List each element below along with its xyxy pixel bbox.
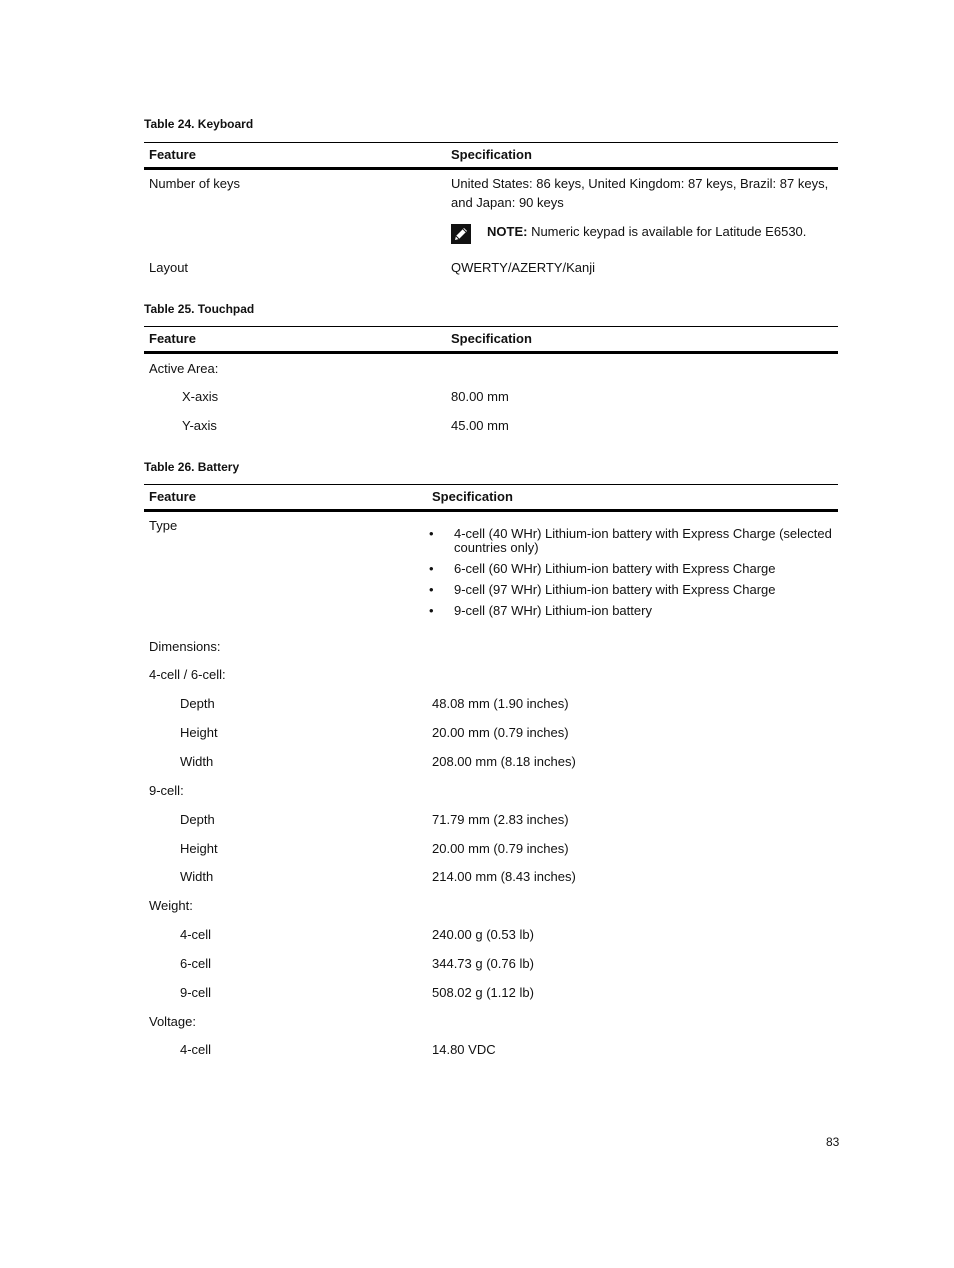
table-24-layout-feature: Layout xyxy=(149,260,189,275)
table-26-row-feature: 9-cell: xyxy=(149,783,184,798)
table-26-row-feature: Width xyxy=(180,869,214,884)
table-24-row-spec-line2: and Japan: 90 keys xyxy=(451,195,564,210)
table-26-row-feature: 6-cell xyxy=(180,956,212,971)
table-26-row-feature: Height xyxy=(180,841,218,856)
table-26-caption: Table 26. Battery xyxy=(144,460,240,474)
bullet-marker: • xyxy=(429,526,434,541)
type-list-item-continuation: countries only) xyxy=(454,540,539,555)
table-24-note xyxy=(487,224,806,239)
table-26-row-spec: 20.00 mm (0.79 inches) xyxy=(432,841,569,856)
table-25-row-feature: Active Area: xyxy=(149,361,219,376)
table-26-spec-header: Specification xyxy=(432,489,513,504)
type-list-item: 9-cell (97 WHr) Lithium-ion battery with Express Charge xyxy=(454,582,776,597)
table-26-top-rule xyxy=(144,484,838,485)
type-list-item: 9-cell (87 WHr) Lithium-ion battery xyxy=(454,603,652,618)
table-26-row-feature: Depth xyxy=(180,696,215,711)
table-26-row-spec: 48.08 mm (1.90 inches) xyxy=(432,696,569,711)
table-25-spec-header: Specification xyxy=(451,331,532,346)
table-25-top-rule xyxy=(144,326,838,327)
table-26-row-feature: 4-cell xyxy=(180,927,212,942)
table-26-row-feature: Dimensions: xyxy=(149,639,221,654)
table-26-row-feature: 9-cell xyxy=(180,985,212,1000)
table-25-caption: Table 25. Touchpad xyxy=(144,302,255,316)
table-26-row-spec: 20.00 mm (0.79 inches) xyxy=(432,725,569,740)
table-25-row-feature: X-axis xyxy=(182,389,219,404)
table-26-row-spec: 240.00 g (0.53 lb) xyxy=(432,927,534,942)
table-26-row-feature: Depth xyxy=(180,812,215,827)
bullet-marker: • xyxy=(429,561,434,576)
table-26-row-feature: Weight: xyxy=(149,898,193,913)
table-26-row-spec: 14.80 VDC xyxy=(432,1042,496,1057)
table-24-row-spec-line1: United States: 86 keys, United Kingdom: 87 keys, Brazil: 87 keys, xyxy=(451,176,829,191)
table-24-header-rule xyxy=(144,167,838,170)
table-26-row-spec: 71.79 mm (2.83 inches) xyxy=(432,812,569,827)
table-26-row-feature: Voltage: xyxy=(149,1014,196,1029)
table-24-row-feature: Number of keys xyxy=(149,176,241,191)
page-number: 83 xyxy=(826,1135,840,1149)
note-text: Numeric keypad is available for Latitude E6530. xyxy=(527,224,807,239)
table-26-row-feature: 4-cell xyxy=(180,1042,212,1057)
table-26-row-feature: 4-cell / 6-cell: xyxy=(149,667,226,682)
table-26-row-spec: 508.02 g (1.12 lb) xyxy=(432,985,534,1000)
type-list-item: 4-cell (40 WHr) Lithium-ion battery with Express Charge (selected xyxy=(454,526,832,541)
table-24-top-rule xyxy=(144,142,838,143)
bullet-marker: • xyxy=(429,582,434,597)
type-list-item: 6-cell (60 WHr) Lithium-ion battery with Express Charge xyxy=(454,561,776,576)
table-26-header-rule xyxy=(144,509,838,512)
table-26-type-feature: Type xyxy=(149,518,178,533)
table-25-feature-header: Feature xyxy=(149,331,196,346)
table-25-row-feature: Y-axis xyxy=(182,418,217,433)
table-24-spec-header: Specification xyxy=(451,147,532,162)
bullet-marker: • xyxy=(429,603,434,618)
table-26-row-spec: 214.00 mm (8.43 inches) xyxy=(432,869,576,884)
table-26-row-spec: 208.00 mm (8.18 inches) xyxy=(432,754,576,769)
table-26-row-spec: 344.73 g (0.76 lb) xyxy=(432,956,534,971)
note-pencil-icon xyxy=(451,224,471,244)
table-25-header-rule xyxy=(144,351,838,354)
note-label: NOTE: xyxy=(487,224,528,239)
table-25-row-spec: 80.00 mm xyxy=(451,389,509,404)
table-26-row-feature: Width xyxy=(180,754,214,769)
table-26-feature-header: Feature xyxy=(149,489,196,504)
table-24-caption: Table 24. Keyboard xyxy=(144,117,254,131)
table-25-row-spec: 45.00 mm xyxy=(451,418,509,433)
table-24-feature-header: Feature xyxy=(149,147,196,162)
table-24-layout-spec: QWERTY/AZERTY/Kanji xyxy=(451,260,595,275)
table-26-row-feature: Height xyxy=(180,725,218,740)
